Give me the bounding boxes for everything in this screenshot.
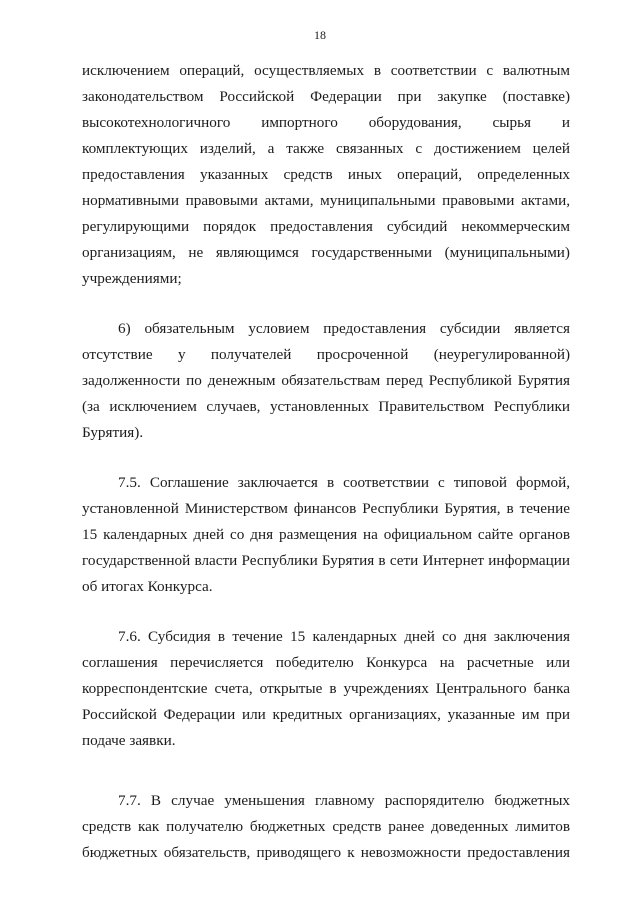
text-line: об итогах Конкурса. (82, 578, 213, 595)
paragraph-continuation (82, 58, 570, 292)
paragraph-spacer (82, 292, 570, 316)
text-line: 15 календарных дней со дня размещения на официальном сайте органов (82, 526, 570, 543)
text-line: средств как получателю бюджетных средств ранее доведенных лимитов (82, 818, 570, 835)
text-line: задолженности по денежным обязательствам перед Республикой Бурятия (82, 372, 570, 389)
text-line: отсутствие у получателей просроченной (неурегулированной) (82, 346, 570, 363)
text-line: корреспондентские счета, открытые в учреждениях Центрального банка (82, 680, 570, 697)
paragraph-7-5 (82, 470, 570, 600)
page-number: 18 (314, 28, 326, 42)
paragraph-7-6 (82, 624, 570, 754)
text-line: комплектующих изделий, а также связанных с достижением целей (82, 140, 570, 157)
document-body (82, 58, 570, 866)
paragraph-7-7 (82, 788, 570, 866)
text-line: 7.5. Соглашение заключается в соответствии с типовой формой, (118, 474, 570, 491)
text-line: подаче заявки. (82, 732, 176, 749)
text-line: бюджетных обязательств, приводящего к невозможности предоставления (82, 844, 570, 861)
text-line: государственной власти Республики Бурятия в сети Интернет информации (82, 552, 570, 569)
paragraph-item-6 (82, 316, 570, 446)
text-line: установленной Министерством финансов Республики Бурятия, в течение (82, 500, 570, 517)
text-line: регулирующими порядок предоставления субсидий некоммерческим (82, 218, 570, 235)
text-line: организациям, не являющимся государственными (муниципальными) (82, 244, 570, 261)
paragraph-spacer (82, 754, 570, 788)
text-line: соглашения перечисляется победителю Конкурса на расчетные или (82, 654, 570, 671)
text-line: 7.6. Субсидия в течение 15 календарных дней со дня заключения (118, 628, 570, 645)
paragraph-spacer (82, 600, 570, 624)
text-line: (за исключением случаев, установленных Правительством Республики (82, 398, 570, 415)
paragraph-spacer (82, 446, 570, 470)
text-line: учреждениями; (82, 270, 182, 287)
text-line: 7.7. В случае уменьшения главному распорядителю бюджетных (118, 792, 570, 809)
text-line: законодательством Российской Федерации при закупке (поставке) (82, 88, 570, 105)
text-line: Бурятия). (82, 424, 144, 441)
text-line: высокотехнологичного импортного оборудования, сырья и (82, 114, 570, 131)
text-line: нормативными правовыми актами, муниципальными правовыми актами, (82, 192, 570, 209)
text-line: 6) обязательным условием предоставления субсидии является (118, 320, 570, 337)
text-line: исключением операций, осуществляемых в соответствии с валютным (82, 62, 570, 79)
text-line: предоставления указанных средств иных операций, определенных (82, 166, 570, 183)
text-line: Российской Федерации или кредитных организациях, указанные им при (82, 706, 570, 723)
